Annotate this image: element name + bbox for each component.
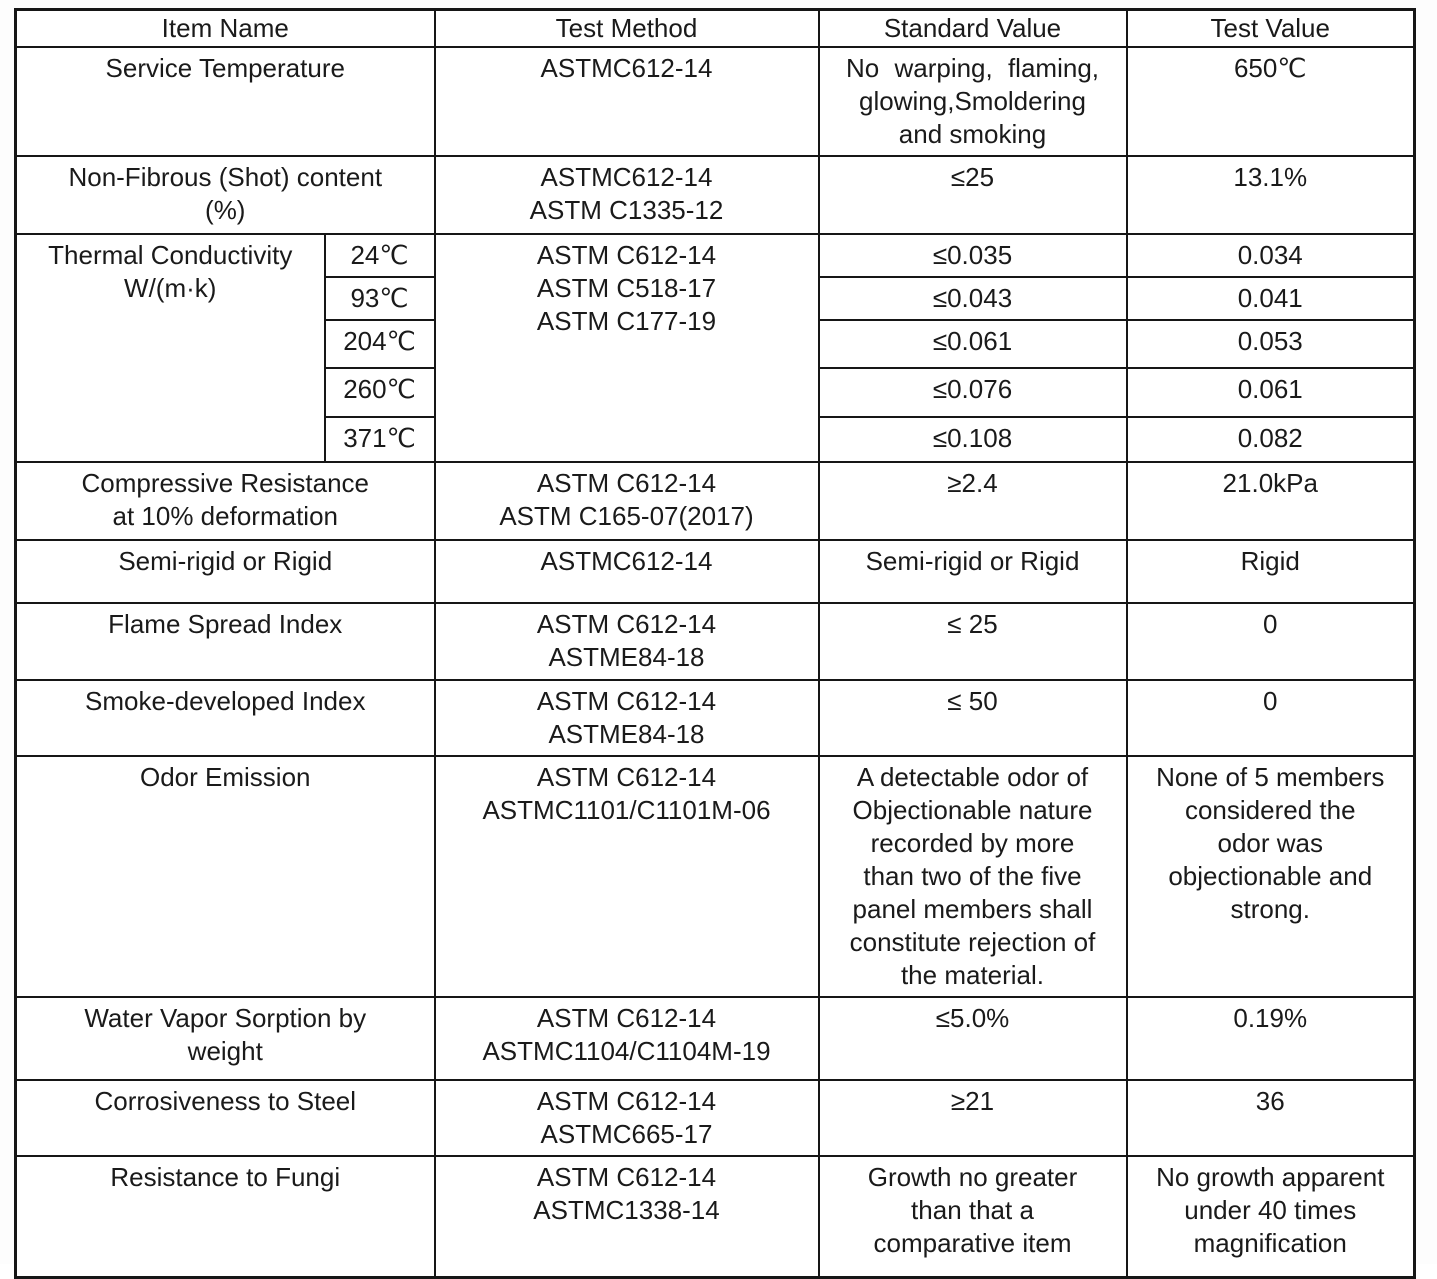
cell-flame-method [435,603,819,680]
cell-thermal-temp-260: 260℃ [325,368,435,417]
cell-thermal-standard-24: ≤0.035 [819,234,1127,277]
text-line: ASTM C177-19 [536,306,717,336]
cell-thermal-standard-93: ≤0.043 [819,277,1127,320]
cell-fungi-method [435,1156,819,1277]
text-line: ASTM C165-07(2017) [499,501,754,531]
cell-service-standard [819,47,1127,156]
text-line: strong. [1230,894,1310,924]
text-line: ASTM C612-14 [536,1003,717,1033]
row-smoke [16,680,1415,756]
row-odor [16,756,1415,997]
cell-thermal-temp-371: 371℃ [325,417,435,462]
row-service-temperature [16,47,1415,156]
cell-service-test: 650℃ [1127,47,1415,156]
cell-semirigid-item: Semi-rigid or Rigid [16,540,435,603]
cell-water-standard: ≤5.0% [819,997,1127,1080]
row-thermal-24 [16,234,1415,277]
cell-thermal-temp-204: 204℃ [325,320,435,368]
text-line: ASTMC612-14 [540,162,713,192]
cell-compressive-method [435,462,819,540]
cell-shot-item [16,156,435,234]
cell-thermal-test-204: 0.053 [1127,320,1415,368]
text-line: ASTMC1338-14 [533,1195,720,1225]
text-line: weight [187,1036,263,1066]
cell-semirigid-method: ASTMC612-14 [435,540,819,603]
cell-thermal-standard-260: ≤0.076 [819,368,1127,417]
text-line: glowing,Smoldering [859,86,1086,116]
text-line: ASTM C612-14 [536,468,717,498]
text-line: None of 5 members [1156,762,1385,792]
text-line: Thermal Conductivity [48,240,293,270]
cell-shot-test: 13.1% [1127,156,1415,234]
header-standard-value: Standard Value [819,10,1127,48]
text-line: and smoking [898,119,1047,149]
text-line: ASTM C612-14 [536,240,717,270]
text-line: Service Temperature [105,53,345,83]
cell-service-item [16,47,435,156]
text-line: recorded by more [870,828,1075,858]
cell-thermal-test-24: 0.034 [1127,234,1415,277]
text-line: Objectionable nature [852,795,1093,825]
cell-fungi-standard [819,1156,1127,1277]
cell-smoke-test: 0 [1127,680,1415,756]
row-fungi [16,1156,1415,1277]
cell-compressive-standard: ≥2.4 [819,462,1127,540]
cell-thermal-test-93: 0.041 [1127,277,1415,320]
text-line: ASTM C1335-12 [529,195,724,225]
text-line: ASTM C518-17 [536,273,717,303]
cell-corrosive-test: 36 [1127,1080,1415,1156]
cell-water-method [435,997,819,1080]
text-line: the material. [900,960,1045,990]
cell-service-method [435,47,819,156]
text-line: ASTME84-18 [548,642,705,672]
text-line: ASTM C612-14 [536,762,717,792]
cell-corrosive-standard: ≥21 [819,1080,1127,1156]
row-compressive [16,462,1415,540]
text-line: ASTMC612-14 [540,53,713,83]
text-line: No growth apparent [1156,1162,1385,1192]
text-line: odor was [1217,828,1323,858]
row-corrosiveness [16,1080,1415,1156]
text-line: magnification [1193,1228,1347,1258]
text-line: (%) [205,195,246,225]
cell-thermal-temp-93: 93℃ [325,277,435,320]
text-line: A detectable odor of [856,762,1089,792]
cell-odor-test [1127,756,1415,997]
cell-semirigid-test: Rigid [1127,540,1415,603]
cell-smoke-standard: ≤ 50 [819,680,1127,756]
header-row [16,10,1415,48]
header-test-value: Test Value [1127,10,1415,48]
cell-thermal-test-260: 0.061 [1127,368,1415,417]
text-line: at 10% deformation [112,501,338,531]
text-line: ASTMC665-17 [540,1119,713,1149]
text-line: than that a [911,1195,1034,1225]
test-report-table [14,8,1416,1279]
row-semirigid [16,540,1415,603]
text-line: than two of the five [863,861,1082,891]
text-line: ASTM C612-14 [536,686,717,716]
cell-water-item [16,997,435,1080]
row-water-vapor [16,997,1415,1080]
text-line: under 40 times [1184,1195,1357,1225]
text-line: No warping, flaming, [846,53,1099,83]
cell-shot-standard: ≤25 [819,156,1127,234]
cell-thermal-test-371: 0.082 [1127,417,1415,462]
row-shot-content [16,156,1415,234]
header-test-method: Test Method [435,10,819,48]
text-line: ASTM C612-14 [536,609,717,639]
text-line: ASTMC1104/C1104M-19 [482,1036,771,1066]
cell-corrosive-method [435,1080,819,1156]
text-line: Growth no greater [867,1162,1078,1192]
text-line: comparative item [873,1228,1072,1258]
cell-flame-item: Flame Spread Index [16,603,435,680]
text-line: ASTME84-18 [548,719,705,749]
cell-smoke-item: Smoke-developed Index [16,680,435,756]
cell-fungi-test [1127,1156,1415,1277]
cell-thermal-standard-371: ≤0.108 [819,417,1127,462]
cell-water-test: 0.19% [1127,997,1415,1080]
cell-compressive-item [16,462,435,540]
text-line: considered the [1184,795,1356,825]
cell-odor-method [435,756,819,997]
cell-corrosive-item: Corrosiveness to Steel [16,1080,435,1156]
text-line: Compressive Resistance [81,468,370,498]
row-flame [16,603,1415,680]
cell-thermal-temp-24: 24℃ [325,234,435,277]
cell-shot-method [435,156,819,234]
cell-fungi-item: Resistance to Fungi [16,1156,435,1277]
cell-thermal-method [435,234,819,462]
cell-odor-item: Odor Emission [16,756,435,997]
cell-smoke-method [435,680,819,756]
text-line: W/(m·k) [124,273,217,303]
text-line: Non-Fibrous (Shot) content [68,162,383,192]
text-line: ASTM C612-14 [536,1086,717,1116]
cell-thermal-standard-204: ≤0.061 [819,320,1127,368]
text-line: objectionable and [1168,861,1373,891]
text-line: ASTM C612-14 [536,1162,717,1192]
cell-flame-test: 0 [1127,603,1415,680]
text-line: panel members shall [852,894,1093,924]
text-line: ASTMC1101/C1101M-06 [482,795,771,825]
cell-odor-standard [819,756,1127,997]
cell-flame-standard: ≤ 25 [819,603,1127,680]
header-item-name: Item Name [16,10,435,48]
text-line: Water Vapor Sorption by [84,1003,367,1033]
cell-compressive-test: 21.0kPa [1127,462,1415,540]
text-line: constitute rejection of [849,927,1096,957]
cell-semirigid-standard: Semi-rigid or Rigid [819,540,1127,603]
cell-thermal-item [16,234,325,462]
